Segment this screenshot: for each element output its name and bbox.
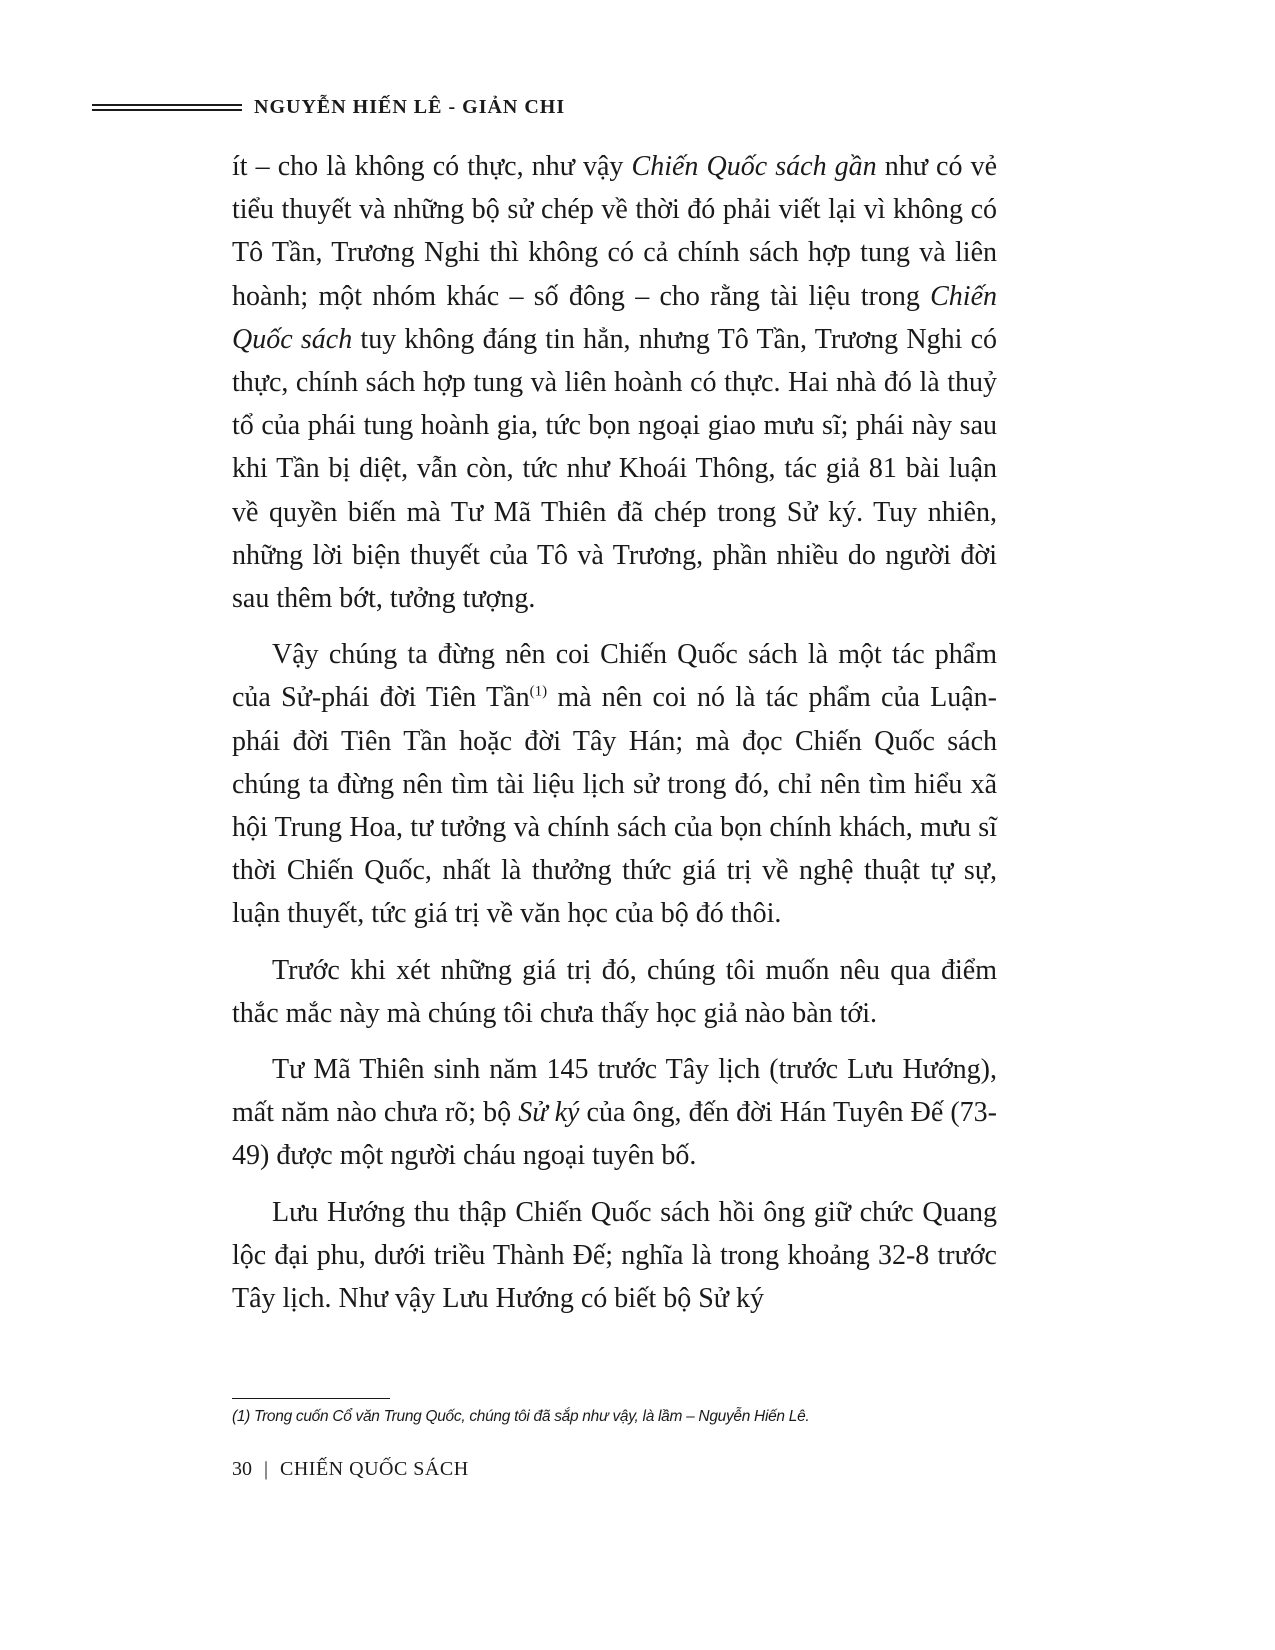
text-run: của ông, đến đời Hán Tuyên Đế (73-49) được một người cháu ngoại tuyên bố. xyxy=(232,1097,997,1172)
page-footer xyxy=(232,1458,469,1481)
header-title: NGUYỄN HIẾN LÊ - GIẢN CHI xyxy=(254,95,566,118)
paragraph xyxy=(232,1191,997,1321)
page-number: 30 xyxy=(232,1458,252,1480)
header-double-rule xyxy=(92,104,242,111)
italic-text: Chiến Quốc sách xyxy=(232,280,997,355)
text-run: Tư Mã Thiên sinh năm 145 trước Tây lịch (trước Lưu Hướng), mất năm nào chưa rõ; bộ xyxy=(232,1054,997,1129)
italic-text: Sử ký xyxy=(518,1097,580,1129)
paragraph xyxy=(232,949,997,1035)
text-run: ít – cho là không có thực, như vậy xyxy=(232,151,632,182)
footnote-rule xyxy=(232,1398,390,1399)
italic-text: Chiến Quốc sách gần xyxy=(631,151,877,182)
footer-separator: | xyxy=(264,1458,269,1480)
footer-book-title: CHIẾN QUỐC SÁCH xyxy=(280,1458,469,1480)
footnote-reference: (1) xyxy=(529,684,548,701)
text-run: Trước khi xét những giá trị đó, chúng tôi muốn nêu qua điểm thắc mắc này mà chúng tôi chưa thấy học giả nào bàn tới. xyxy=(232,954,997,1029)
paragraph xyxy=(232,1048,997,1178)
text-run: mà nên coi nó là tác phẩm của Luận-phái đời Tiên Tần hoặc đời Tây Hán; mà đọc Chiến Quốc sách chúng ta đừng nên tìm tài liệu lịch sử trong đó, chỉ nên tìm hiểu xã hội Trung Hoa, tư tưởng và chính sách của bọn chính khách, mưu sĩ thời Chiến Quốc, nhất là thưởng thức giá trị về nghệ thuật tự sự, luận thuyết, tức giá trị về văn học của bộ đó thôi. xyxy=(232,682,997,930)
text-run: tuy không đáng tin hẳn, nhưng Tô Tần, Trương Nghi có thực, chính sách hợp tung và liên hoành có thực. Hai nhà đó là thuỷ tổ của phái tung hoành gia, tức bọn ngoại giao mưu sĩ; phái này sau khi Tần bị diệt, vẫn còn, tức như Khoái Thông, tác giả 81 bài luận về quyền biến mà Tư Mã Thiên đã chép trong Sử ký. Tuy nhiên, những lời biện thuyết của Tô và Trương, phần nhiều do người đời sau thêm bớt, tưởng tượng. xyxy=(232,323,997,615)
text-run: Lưu Hướng thu thập Chiến Quốc sách hồi ông giữ chức Quang lộc đại phu, dưới triều Thành Đế; nghĩa là trong khoảng 32-8 trước Tây lịch. Như vậy Lưu Hướng có biết bộ Sử ký xyxy=(232,1196,997,1315)
paragraph xyxy=(232,145,997,620)
running-header xyxy=(92,92,992,122)
paragraph xyxy=(232,633,997,935)
body-text xyxy=(232,145,997,1320)
footnote: (1) Trong cuốn Cổ văn Trung Quốc, chúng tôi đã sắp như vậy, là lầm – Nguyễn Hiến Lê. xyxy=(232,1408,810,1425)
text-run: như có vẻ tiểu thuyết và những bộ sử chép về thời đó phải viết lại vì không có Tô Tần, Trương Nghi thì không có cả chính sách hợp tung và liên hoành; một nhóm khác – số đông – cho rằng tài liệu trong xyxy=(232,151,998,312)
text-run: Vậy chúng ta đừng nên coi Chiến Quốc sách là một tác phẩm của Sử-phái đời Tiên Tần xyxy=(232,639,997,714)
